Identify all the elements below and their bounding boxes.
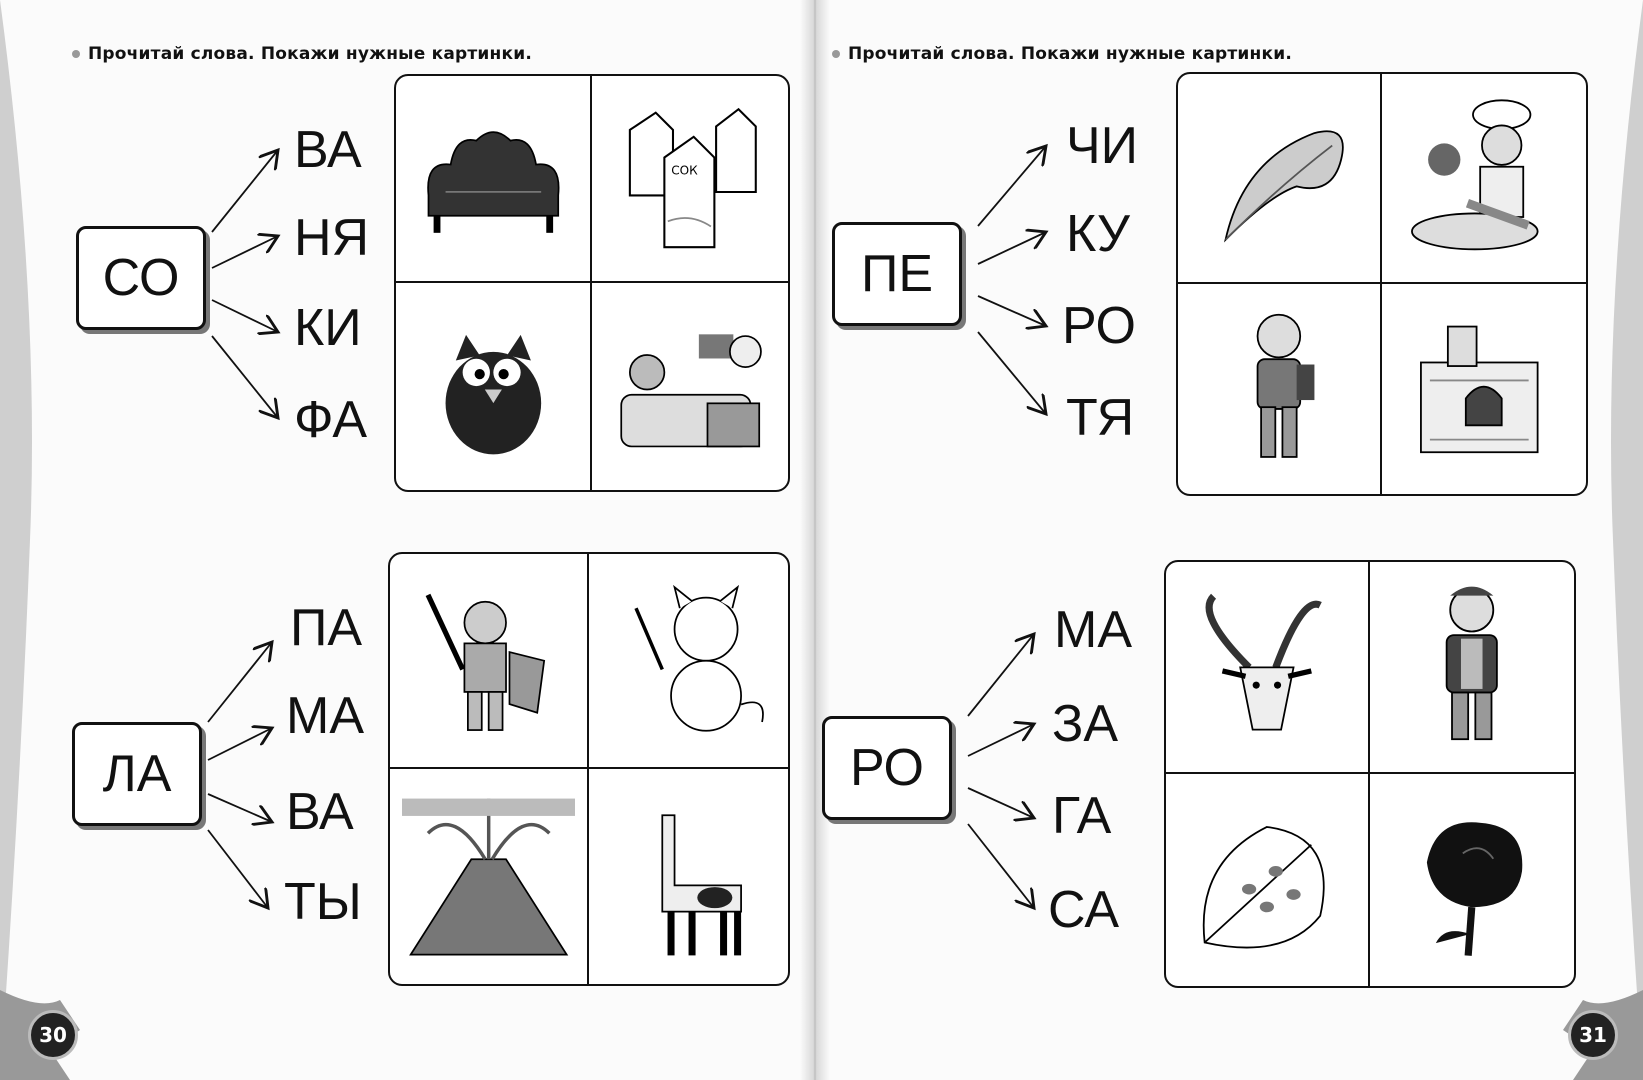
picture-grid bbox=[1164, 560, 1576, 988]
syllable-ending: ФА bbox=[294, 391, 368, 449]
syllable-ending: КИ bbox=[294, 299, 362, 357]
boy-in-jacket-picture[interactable] bbox=[1370, 562, 1574, 774]
syllable-ending: ВА bbox=[294, 121, 362, 179]
leaf-with-dew-picture[interactable] bbox=[1166, 774, 1370, 986]
baker-with-cat-picture[interactable] bbox=[1382, 74, 1586, 284]
syllable-ending: ЗА bbox=[1052, 695, 1119, 753]
page-number-right: 31 bbox=[1568, 1010, 1618, 1060]
syllable-ending: ТЯ bbox=[1066, 389, 1135, 447]
right-page-edge bbox=[1583, 0, 1643, 1080]
syllable-ending: ЧИ bbox=[1066, 117, 1139, 175]
instruction-text: Прочитай слова. Покажи нужные картинки. bbox=[88, 44, 532, 64]
goat-picture[interactable] bbox=[1166, 562, 1370, 774]
carton-label: СОК bbox=[671, 164, 698, 179]
syllable-ending: ВА bbox=[286, 783, 354, 841]
rose-picture[interactable] bbox=[1370, 774, 1574, 986]
syllable-ending: ПА bbox=[290, 599, 363, 657]
syllable-start: СО bbox=[76, 226, 206, 330]
syllable-ending: ТЫ bbox=[284, 873, 362, 931]
syllable-ending: СА bbox=[1048, 881, 1120, 939]
syllable-ending: РО bbox=[1062, 297, 1136, 355]
stove-picture[interactable] bbox=[1382, 284, 1586, 494]
syllable-start: ЛА bbox=[72, 722, 202, 826]
feather-picture[interactable] bbox=[1178, 74, 1382, 284]
syllable-ending: ГА bbox=[1052, 787, 1112, 845]
syllable-start: РО bbox=[822, 716, 952, 820]
syllable-ending: НЯ bbox=[294, 209, 370, 267]
syllable-ending: МА bbox=[286, 687, 364, 745]
instruction-text: Прочитай слова. Покажи нужные картинки. bbox=[848, 44, 1292, 64]
picture-grid bbox=[1176, 72, 1588, 496]
syllable-start: ПЕ bbox=[832, 222, 962, 326]
syllable-ending: КУ bbox=[1066, 205, 1130, 263]
page-number-left: 30 bbox=[28, 1010, 78, 1060]
boy-walking-picture[interactable] bbox=[1178, 284, 1382, 494]
syllable-ending: МА bbox=[1054, 601, 1132, 659]
